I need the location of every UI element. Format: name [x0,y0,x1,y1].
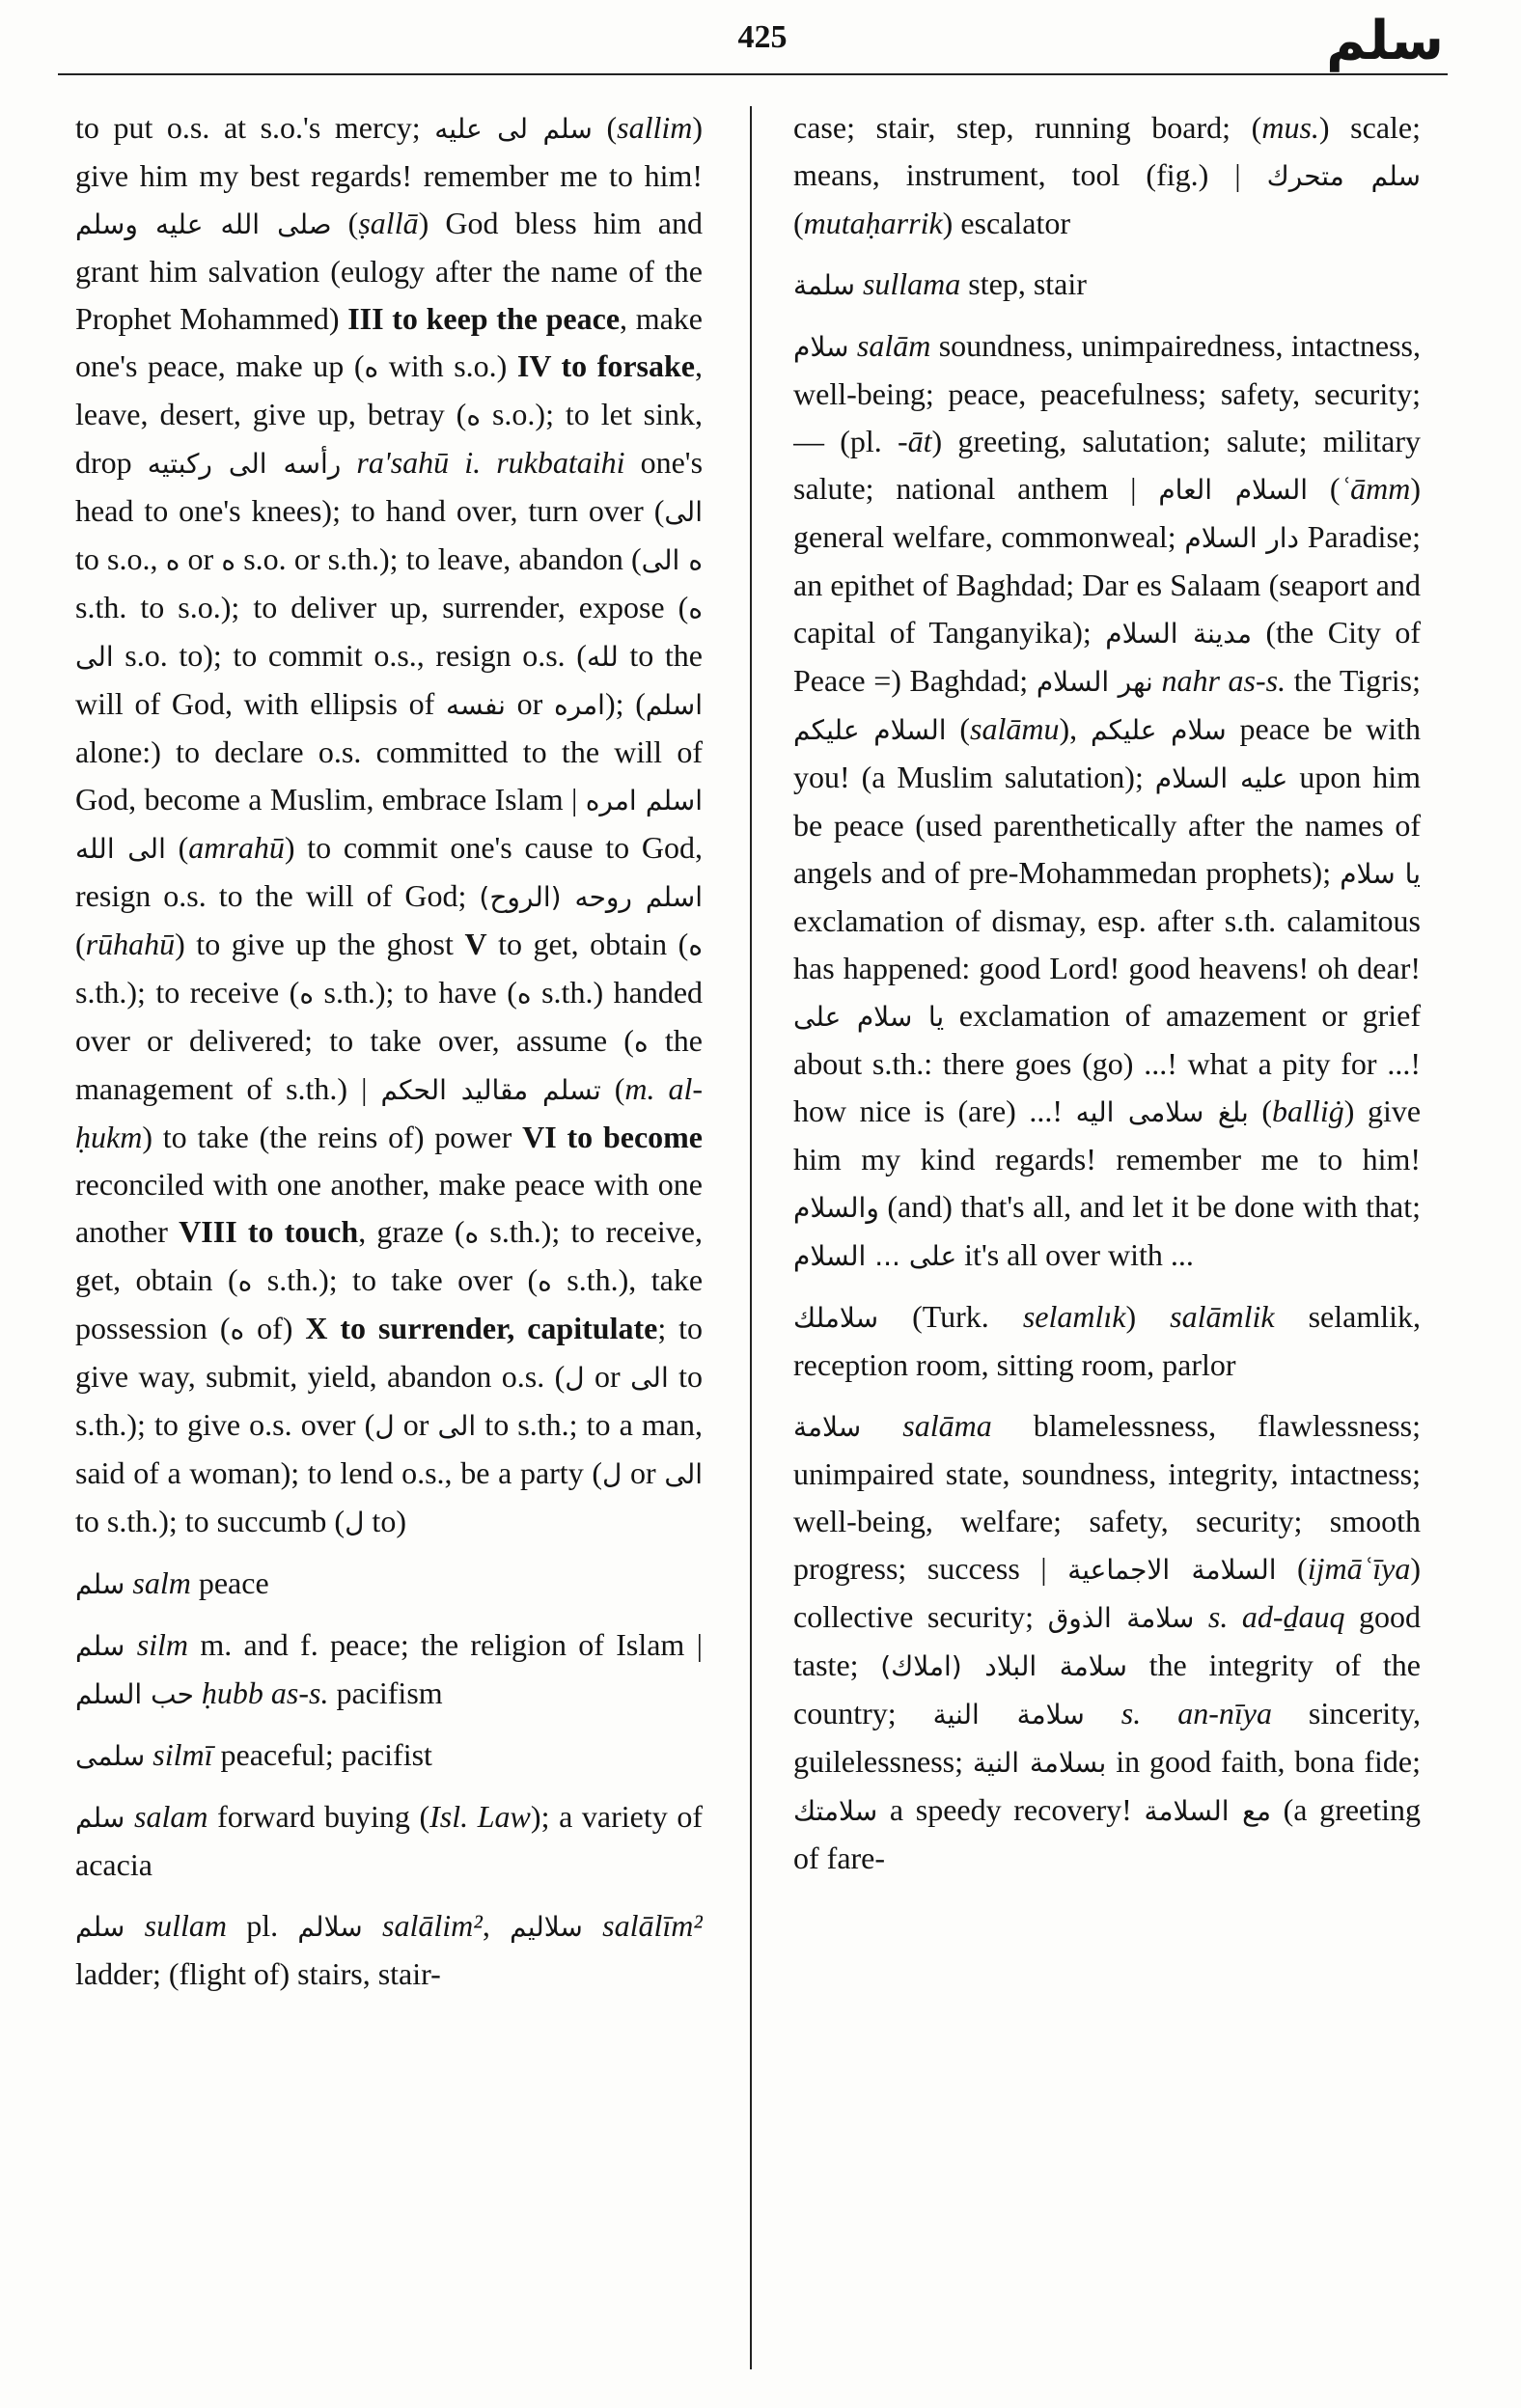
dictionary-entry [793,261,1421,309]
transliteration: sallim [617,110,693,145]
definition-text: or [622,1455,665,1490]
definition-text: or [180,541,222,576]
transliteration: salālim² [382,1908,483,1943]
transliteration: silmī [152,1737,213,1772]
definition-text: to the will of God, with ellipsis of [75,638,703,721]
dictionary-entry [793,1293,1421,1389]
definition-text [1194,1599,1208,1634]
arabic-term: ه [466,400,482,431]
arabic-term: رأسه الى ركبتيه [147,448,342,480]
definition-text [341,445,356,480]
arabic-term: سلامة البلاد (املاك) [880,1650,1127,1682]
header-rule [58,73,1448,75]
definition-text: good taste; [793,1599,1421,1682]
definition-text: the Tigris; [1286,663,1421,698]
transliteration: mutaḥarrik [803,206,943,240]
arabic-term: ه [364,351,379,383]
transliteration: Isl. Law [429,1799,531,1834]
arabic-term: ل [374,1410,395,1442]
definition-text: ) give him my kind regards! remember me to him! [793,1093,1421,1176]
definition-text: (and) that's all, and let it be done with that; [878,1189,1421,1224]
arabic-term: ه [299,978,315,1010]
arabic-term: لله [586,641,619,673]
arabic-term: ه الى [641,544,703,576]
arabic-term: اسلم [645,689,703,721]
arabic-term: سلم [75,1568,125,1600]
definition-text: to get, obtain ( [486,927,689,961]
running-headword: سلم [1326,10,1444,72]
definition-text: ) scale; means, instrument, tool (fig.) | [793,110,1421,192]
arabic-term: الى [664,1458,703,1490]
arabic-term: ل [602,1458,622,1490]
arabic-term: اسلم روحه (الروح) [479,881,703,913]
definition-text: peace be with you! (a Muslim salutation); [793,711,1421,794]
definition-text [849,328,857,363]
arabic-term: مدينة السلام [1105,618,1252,650]
definition-text: to s.th.); to succumb ( [75,1504,346,1538]
arabic-term: ل [565,1362,585,1394]
arabic-term: السلام عليكم [793,714,947,746]
definition-text: s.th.), take possession ( [75,1262,703,1345]
arabic-term: سلامة النية [932,1699,1085,1730]
arabic-term: ه [538,1265,552,1297]
arabic-term: ه [688,929,703,961]
dictionary-entry [75,106,703,1546]
definition-text: ) give him my best regards! remember me to him! [75,110,703,193]
definition-text: the integrity of the country; [793,1647,1421,1730]
definition-text: ( [331,206,359,240]
dictionary-entry [75,1731,703,1780]
definition-text: s.th.); to receive, get, obtain ( [75,1214,703,1297]
arabic-term: على ... السلام [793,1240,957,1272]
definition-text: s.th.); to receive ( [75,975,300,1010]
transliteration: ʿāmm [1340,471,1411,506]
transliteration: rūhahū [85,927,176,961]
definition-text: ) greeting, salutation; salute; military salute; national anthem | [793,424,1421,506]
arabic-term: ه [230,1314,245,1345]
definition-text: ); ( [604,686,646,721]
arabic-term: السلام العام [1158,474,1309,506]
definition-text: of) [244,1311,306,1345]
definition-text: ( [793,206,804,240]
dictionary-entry [75,1793,703,1889]
arabic-term: والسلام [793,1192,879,1224]
arabic-term: سلامتك [793,1795,878,1827]
definition-text [855,266,863,301]
arabic-term: مع السلامة [1144,1795,1271,1827]
arabic-term: سلامة الذوق [1047,1602,1195,1634]
dictionary-entry [75,1560,703,1608]
definition-text: s.th.); to have ( [314,975,517,1010]
transliteration: ḥubb as-s. [201,1675,329,1710]
definition-text: , graze ( [358,1214,465,1249]
page-number: 425 [737,19,788,55]
arabic-term: الى [664,496,703,528]
definition-text [583,1908,602,1943]
transliteration: sullama [862,266,961,301]
definition-text: pl. [226,1908,298,1943]
definition-text: s.th. to s.o.); to deliver up, surrender, expose ( [75,590,689,624]
arabic-term: ه الى [75,593,703,673]
definition-text [124,1627,136,1662]
arabic-term: ه [633,1026,649,1058]
definition-text: Paradise; an epithet of Baghdad; Dar es Salaam (seaport and capital of Tanganyika); [793,519,1421,650]
arabic-term: سلم متحرك [1266,160,1421,192]
definition-text: to) [364,1504,406,1538]
arabic-term: ه [464,1217,480,1249]
definition-text: ( [75,927,86,961]
arabic-term: سلم [75,1911,125,1943]
arabic-term: ه [165,544,180,576]
transliteration: salm [132,1565,191,1600]
definition-text: ( [1308,471,1341,506]
arabic-term: امره [554,689,605,721]
arabic-term: الى [437,1410,477,1442]
arabic-term: بسلامة النية [972,1747,1107,1779]
definition-text: ) God bless him and grant him salvation (eulogy after the name of the Prophet Mohammed) [75,206,703,336]
definition-text: peace [190,1565,269,1600]
transliteration: s. an-nīya [1120,1696,1272,1730]
definition-text: one's head to one's knees); to hand over, turn over ( [75,445,703,528]
arabic-term: عليه السلام [1154,762,1288,794]
definition-text: with s.o.) [378,348,517,383]
definition-text: s.o. to); to commit o.s., resign o.s. ( [113,638,587,673]
definition-text: or [584,1359,631,1394]
definition-text: upon him be peace (used parenthetically after the names of angels and of pre-Mohammedan prophets); [793,760,1421,890]
definition-text: sincerity, guilelessness; [793,1696,1421,1779]
dictionary-entry [793,1402,1421,1882]
transliteration: salām [856,328,931,363]
definition-text: ( [946,711,971,746]
arabic-term: سلامة [793,1411,862,1443]
definition-text: to put o.s. at s.o.'s mercy; [75,110,435,145]
definition-text: (Turk. [878,1299,1023,1334]
transliteration: amrahū [188,830,285,865]
transliteration: ṣallā [358,206,419,240]
verb-form: VI to become [522,1120,703,1154]
arabic-term: ه [237,1265,253,1297]
transliteration: ra'sahū i. rukbataihi [356,445,625,480]
definition-text: , make one's peace, make up ( [75,301,703,383]
definition-text: it's all over with ... [956,1237,1194,1272]
transliteration: s. ad-ḏauq [1207,1599,1345,1634]
definition-text: reconciled with one another, make peace with one another [75,1167,703,1249]
definition-text [124,1799,134,1834]
dictionary-entry [793,322,1421,1280]
definition-text: ; to give way, submit, yield, abandon o.s. ( [75,1311,703,1394]
dictionary-entry [75,1621,703,1718]
definition-text: ), [1059,711,1091,746]
arabic-term: نهر السلام [1036,666,1153,698]
transliteration: silm [136,1627,189,1662]
arabic-term: السلامة الاجماعية [1067,1554,1277,1586]
definition-text [363,1908,382,1943]
dictionary-entry [75,1902,703,1998]
transliteration: -āt [897,424,932,458]
arabic-term: سلام عليكم [1090,714,1227,746]
arabic-term: صلى الله عليه وسلم [75,208,332,240]
transliteration: sullam [144,1908,227,1943]
arabic-term: يا سلام [1340,858,1421,890]
arabic-term: تسلم مقاليد الحكم [380,1074,601,1106]
transliteration: balliġ [1272,1093,1344,1128]
definition-text: ( [600,1071,625,1106]
verb-form: X to surrender, capitulate [305,1311,658,1345]
transliteration: salāmu [970,711,1060,746]
transliteration: salālīm² [602,1908,703,1943]
arabic-term: سلاملك [793,1302,879,1334]
definition-text: ( [1248,1093,1273,1128]
definition-text: pacifism [328,1675,443,1710]
arabic-term: ه [516,978,532,1010]
verb-form: III to keep the peace [347,301,621,336]
definition-text: (the City of Peace =) Baghdad; [793,615,1421,698]
arabic-term: نفسه [446,689,506,721]
transliteration: selamlık [1022,1299,1126,1334]
definition-text: ) general welfare, commonweal; [793,471,1421,554]
definition-text: ) to commit one's cause to God, resign o.s. to the will of God; [75,830,703,913]
definition-text: in good faith, bona fide; [1106,1744,1421,1779]
definition-text: or [505,686,555,721]
definition-text: exclamation of dismay, esp. after s.th. calamitous has happened: good Lord! good heavens! oh dear! [793,903,1421,985]
definition-text: a speedy recovery! [877,1792,1145,1827]
arabic-term: بلغ سلامى اليه [1075,1096,1249,1128]
definition-text: ) collective security; [793,1551,1421,1634]
verb-form: V [464,927,487,961]
definition-text: alone:) to declare o.s. committed to the will of God, become a Muslim, embrace Islam | [75,734,703,817]
definition-text: ( [1276,1551,1308,1586]
arabic-term: يا سلام على [793,1001,945,1033]
definition-text: step, stair [960,266,1087,301]
definition-text: (a greeting of fare- [793,1792,1421,1875]
transliteration: salāma [902,1408,992,1443]
definition-text: case; stair, step, running board; ( [793,110,1262,145]
arabic-term: اسلم امره الى الله [75,785,703,865]
definition-text: s.o.); to let sink, drop [75,397,703,480]
definition-text: s.th.) handed over or delivered; to take over, assume ( [75,975,703,1058]
definition-text: ) to take (the reins of) power [142,1120,523,1154]
transliteration: salāmlik [1170,1299,1275,1334]
column-divider [750,106,752,2369]
definition-text: s.th.); to take over ( [252,1262,539,1297]
transliteration: mus. [1261,110,1319,145]
transliteration: salam [134,1799,208,1834]
definition-text: selamlik, reception room, sitting room, parlor [793,1299,1421,1382]
definition-text: exclamation of amazement or grief about s.th.: there goes (go) ...! what a pity for ...! how nice is (are) ...! [793,998,1421,1128]
definition-text: blamelessness, flawlessness; unimpaired state, soundness, integrity, intactness; well-being, welfare; safety, security; smooth progress; success | [793,1408,1421,1586]
arabic-term: ه [221,544,236,576]
definition-text [194,1675,202,1710]
arabic-term: سلمى [75,1740,146,1772]
verb-form: IV to forsake [516,348,696,383]
definition-text: soundness, unimpairedness, intactness, well-being; peace, peacefulness; safety, security; — (pl. [793,328,1421,458]
transliteration: m. al-ḥukm [75,1071,703,1154]
definition-text: to s.o., [75,541,166,576]
definition-text: to s.th.; to a man, said of a woman); to lend o.s., be a party ( [75,1407,703,1490]
left-column [75,106,703,2394]
arabic-term: الى [630,1362,669,1394]
definition-text: ); a variety of acacia [75,1799,703,1882]
definition-text: the management of s.th.) | [75,1023,703,1106]
definition-text: ( [165,830,189,865]
definition-text: ladder; (flight of) stairs, stair- [75,1956,441,1991]
right-column [793,106,1421,2394]
arabic-term: سلم [75,1630,125,1662]
transliteration: ijmāʿīya [1307,1551,1411,1586]
definition-text: s.o. or s.th.); to leave, abandon ( [235,541,642,576]
arabic-term: سلاليم [510,1911,583,1943]
definition-text: , [482,1908,511,1943]
definition-text [861,1408,902,1443]
arabic-term: دار السلام [1184,522,1300,554]
arabic-term: سلالم [297,1911,363,1943]
arabic-term: سلمة [793,269,855,301]
arabic-term: ل [345,1507,365,1538]
arabic-term: سلام [793,331,849,363]
definition-text: forward buying ( [207,1799,430,1834]
definition-text: or [394,1407,438,1442]
dictionary-entry [793,106,1421,247]
transliteration: nahr as-s. [1161,663,1286,698]
definition-text: ) escalator [942,206,1071,240]
arabic-term: سلم لى عليه [434,113,593,145]
definition-text [124,1908,144,1943]
arabic-term: سلم [75,1802,125,1834]
definition-text [1085,1696,1121,1730]
definition-text: , leave, desert, give up, betray ( [75,348,703,431]
arabic-term: حب السلم [75,1678,194,1710]
definition-text: m. and f. peace; the religion of Islam | [188,1627,703,1662]
verb-form: VIII to touch [179,1214,359,1249]
definition-text: peaceful; pacifist [212,1737,432,1772]
definition-text: ) to give up the ghost [175,927,465,961]
definition-text: to s.th.); to give o.s. over ( [75,1359,703,1442]
definition-text: ) [1125,1299,1171,1334]
definition-text: ( [592,110,618,145]
